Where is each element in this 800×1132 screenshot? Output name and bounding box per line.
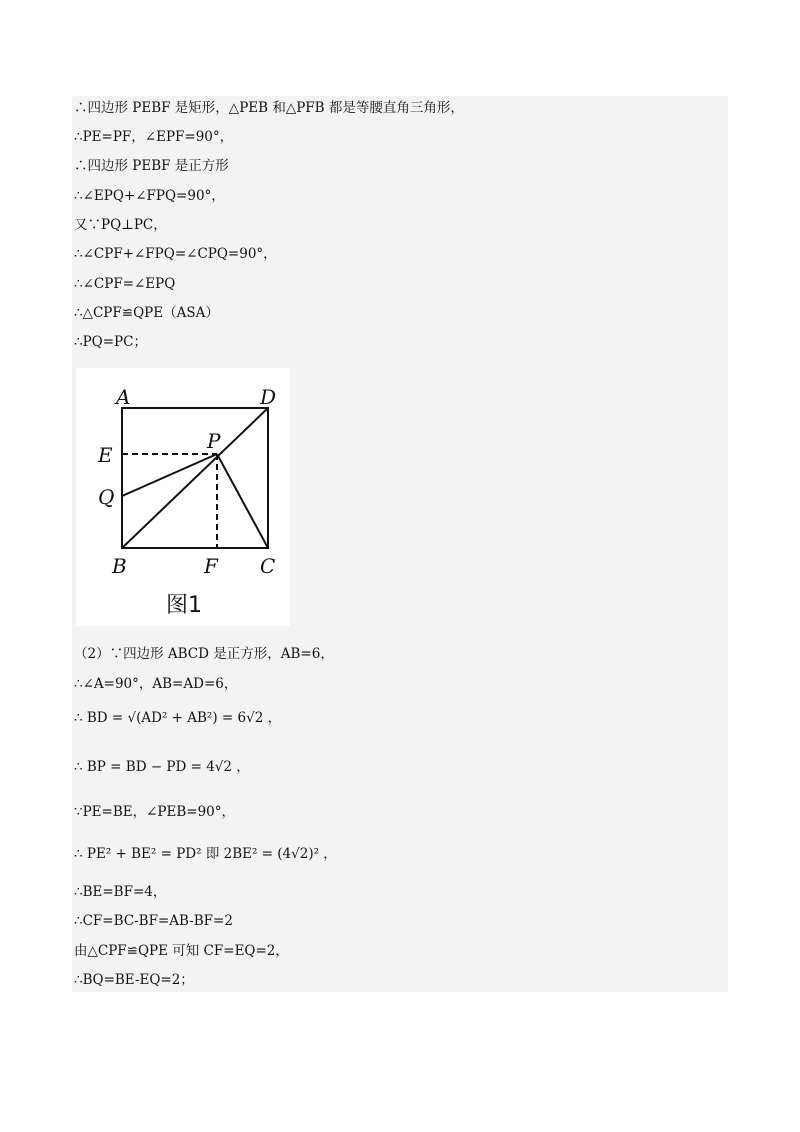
solution-line: 由△CPF≌QPE 可知 CF=EQ=2， (74, 943, 289, 959)
figure-svg (76, 368, 290, 626)
solution-line: ∵PE=BE，∠PEB=90°， (74, 804, 236, 820)
solution-line: ∴PQ=PC； (74, 334, 147, 350)
label-d: D (260, 385, 277, 409)
solution-line: 又∵PQ⊥PC， (74, 217, 167, 233)
segment-pq (122, 454, 217, 496)
solution-line: ∴BQ=BE-EQ=2； (74, 972, 194, 988)
segment-pc (217, 454, 268, 548)
solution-line: ∴ PE² + BE² = PD² 即 2BE² = (4√2)² ， (74, 846, 337, 862)
label-f: F (204, 554, 218, 578)
solution-line: ∴ BD = √(AD² + AB²) = 6√2 ， (74, 710, 282, 726)
solution-line: ∴∠CPF+∠FPQ=∠CPQ=90°， (74, 246, 277, 262)
solution-line: ∴CF=BC-BF=AB-BF=2 (74, 913, 233, 929)
solution-line: ∴ BP = BD − PD = 4√2 ， (74, 759, 250, 775)
diagonal-bd (122, 408, 268, 548)
label-p: P (207, 429, 221, 453)
label-e: E (98, 443, 113, 467)
label-q: Q (98, 485, 115, 509)
solution-line: ∴∠EPQ+∠FPQ=90°， (74, 188, 225, 204)
solution-line: ∴BE=BF=4， (74, 884, 167, 900)
solution-line: ∴△CPF≌QPE（ASA） (74, 305, 219, 321)
label-a: A (116, 385, 131, 409)
label-b: B (112, 554, 127, 578)
solution-line: ∴PE=PF，∠EPF=90°， (74, 129, 234, 145)
solution-line: ∴四边形 PEBF 是正方形 (74, 158, 229, 174)
solution-line: （2）∵四边形 ABCD 是正方形，AB=6， (74, 646, 334, 662)
solution-line: ∴∠A=90°，AB=AD=6， (74, 676, 238, 692)
label-c: C (260, 554, 276, 578)
figure-caption: 图1 (166, 593, 202, 618)
solution-line: ∴四边形 PEBF 是矩形，△PEB 和△PFB 都是等腰直角三角形， (74, 100, 464, 116)
geometry-figure (76, 368, 290, 626)
solution-line: ∴∠CPF=∠EPQ (74, 276, 176, 292)
